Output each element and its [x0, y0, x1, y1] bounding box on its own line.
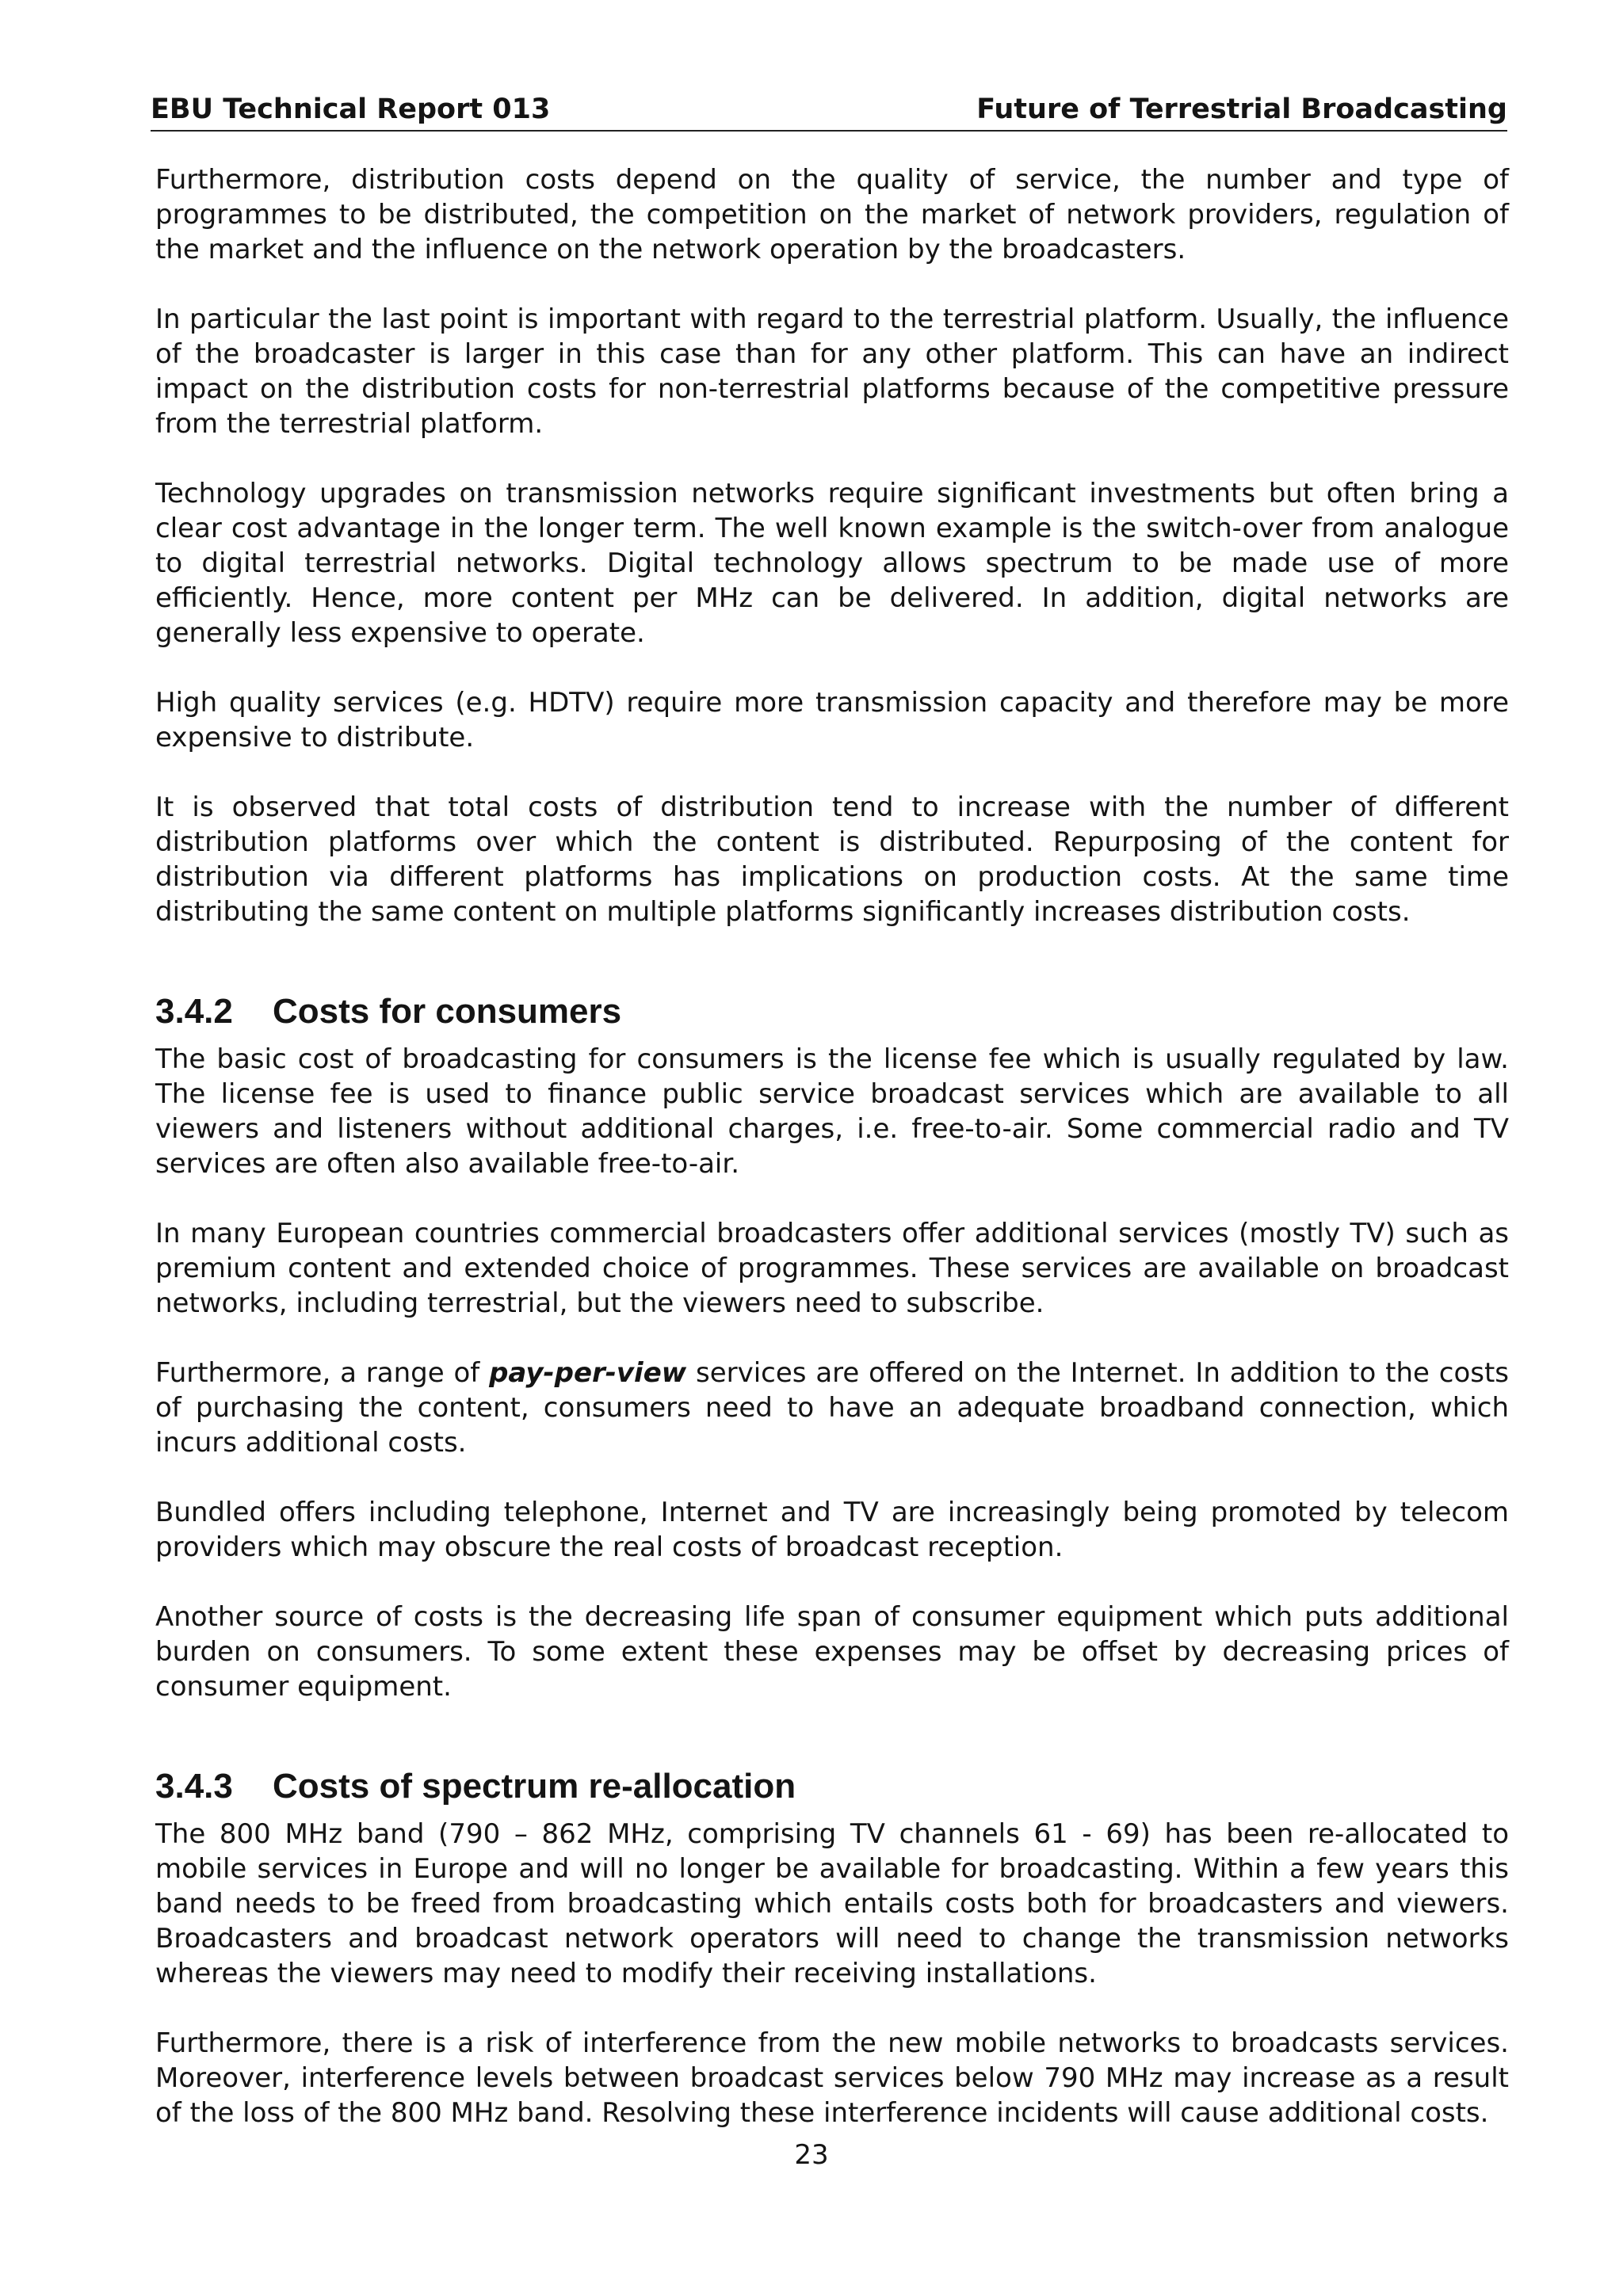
paragraph-text: Furthermore, a range of — [155, 1357, 490, 1389]
section-number: 3.4.2 — [155, 992, 233, 1031]
page-number: 23 — [794, 2139, 829, 2171]
paragraph: The basic cost of broadcasting for consumers is the license fee which is usually regulated by law. The license fee is used to finance public service broadcast services which are available to all viewers and listeners without additional charges, i.e. free-to-air. Some commercial radio and TV services are often also available free-to-air. — [155, 1043, 1509, 1180]
section-title: Costs of spectrum re-allocation — [273, 1767, 796, 1806]
section-heading-3-4-2 — [155, 991, 1509, 1032]
paragraph — [155, 1356, 1509, 1460]
paragraph-text: services are offered on the Internet. In addition to the costs of purchasing the content, consumers need to have an adequate broadband connection, which incurs additional costs. — [155, 1357, 1509, 1459]
section-number: 3.4.3 — [155, 1767, 233, 1806]
paragraph: High quality services (e.g. HDTV) require more transmission capacity and therefore may be more expensive to distribute. — [155, 687, 1509, 753]
paragraph: In particular the last point is important with regard to the terrestrial platform. Usually, the influence of the broadcaster is larger in this case than for any other platform. This can have an indirect impact on the distribution costs for non-terrestrial platforms because of the competitive pressure from the terrestrial platform. — [155, 303, 1509, 440]
paragraph: Bundled offers including telephone, Internet and TV are increasingly being promoted by telecom providers which may obscure the real costs of broadcast reception. — [155, 1497, 1509, 1563]
paragraph: It is observed that total costs of distribution tend to increase with the number of different distribution platforms over which the content is distributed. Repurposing of the content for distribution via different platforms has implications on production costs. At the same time distributing the same content on multiple platforms significantly increases distribution costs. — [155, 791, 1509, 928]
paragraph: The 800 MHz band (790 – 862 MHz, comprising TV channels 61 - 69) has been re-allocated to mobile services in Europe and will no longer be available for broadcasting. Within a few years this band needs to be freed from broadcasting which entails costs both for broadcasters and viewers. Broadcasters and broadcast network operators will need to change the transmission networks whereas the viewers may need to modify their receiving installations. — [155, 1818, 1509, 1989]
header-document-title: Future of Terrestrial Broadcasting — [976, 93, 1507, 125]
paragraph: Another source of costs is the decreasing life span of consumer equipment which puts additional burden on consumers. To some extent these expenses may be offset by decreasing prices of consumer equipment. — [155, 1601, 1509, 1703]
page-body — [155, 162, 1509, 2165]
paragraph: In many European countries commercial broadcasters offer additional services (mostly TV) such as premium content and extended choice of programmes. These services are available on broadcast networks, including terrestrial, but the viewers need to subscribe. — [155, 1218, 1509, 1319]
emphasis-pay-per-view: pay-per-view — [489, 1357, 687, 1389]
paragraph: Furthermore, distribution costs depend on the quality of service, the number and type of programmes to be distributed, the competition on the market of network providers, regulation of the market and the influence on the network operation by the broadcasters. — [155, 164, 1509, 265]
paragraph: Technology upgrades on transmission networks require significant investments but often bring a clear cost advantage in the longer term. The well known example is the switch-over from analogue to digital terrestrial networks. Digital technology allows spectrum to be made use of more efficiently. Hence, more content per MHz can be delivered. In addition, digital networks are generally less expensive to operate. — [155, 478, 1509, 649]
section-heading-3-4-3 — [155, 1766, 1509, 1807]
paragraph: Furthermore, there is a risk of interference from the new mobile networks to broadcasts services. Moreover, interference levels between broadcast services below 790 MHz may increase as a result of the loss of the 800 MHz band. Resolving these interference incidents will cause additional costs. — [155, 2027, 1509, 2129]
section-title: Costs for consumers — [273, 992, 622, 1031]
header-report-title: EBU Technical Report 013 — [151, 93, 551, 125]
page-header — [151, 93, 1507, 132]
